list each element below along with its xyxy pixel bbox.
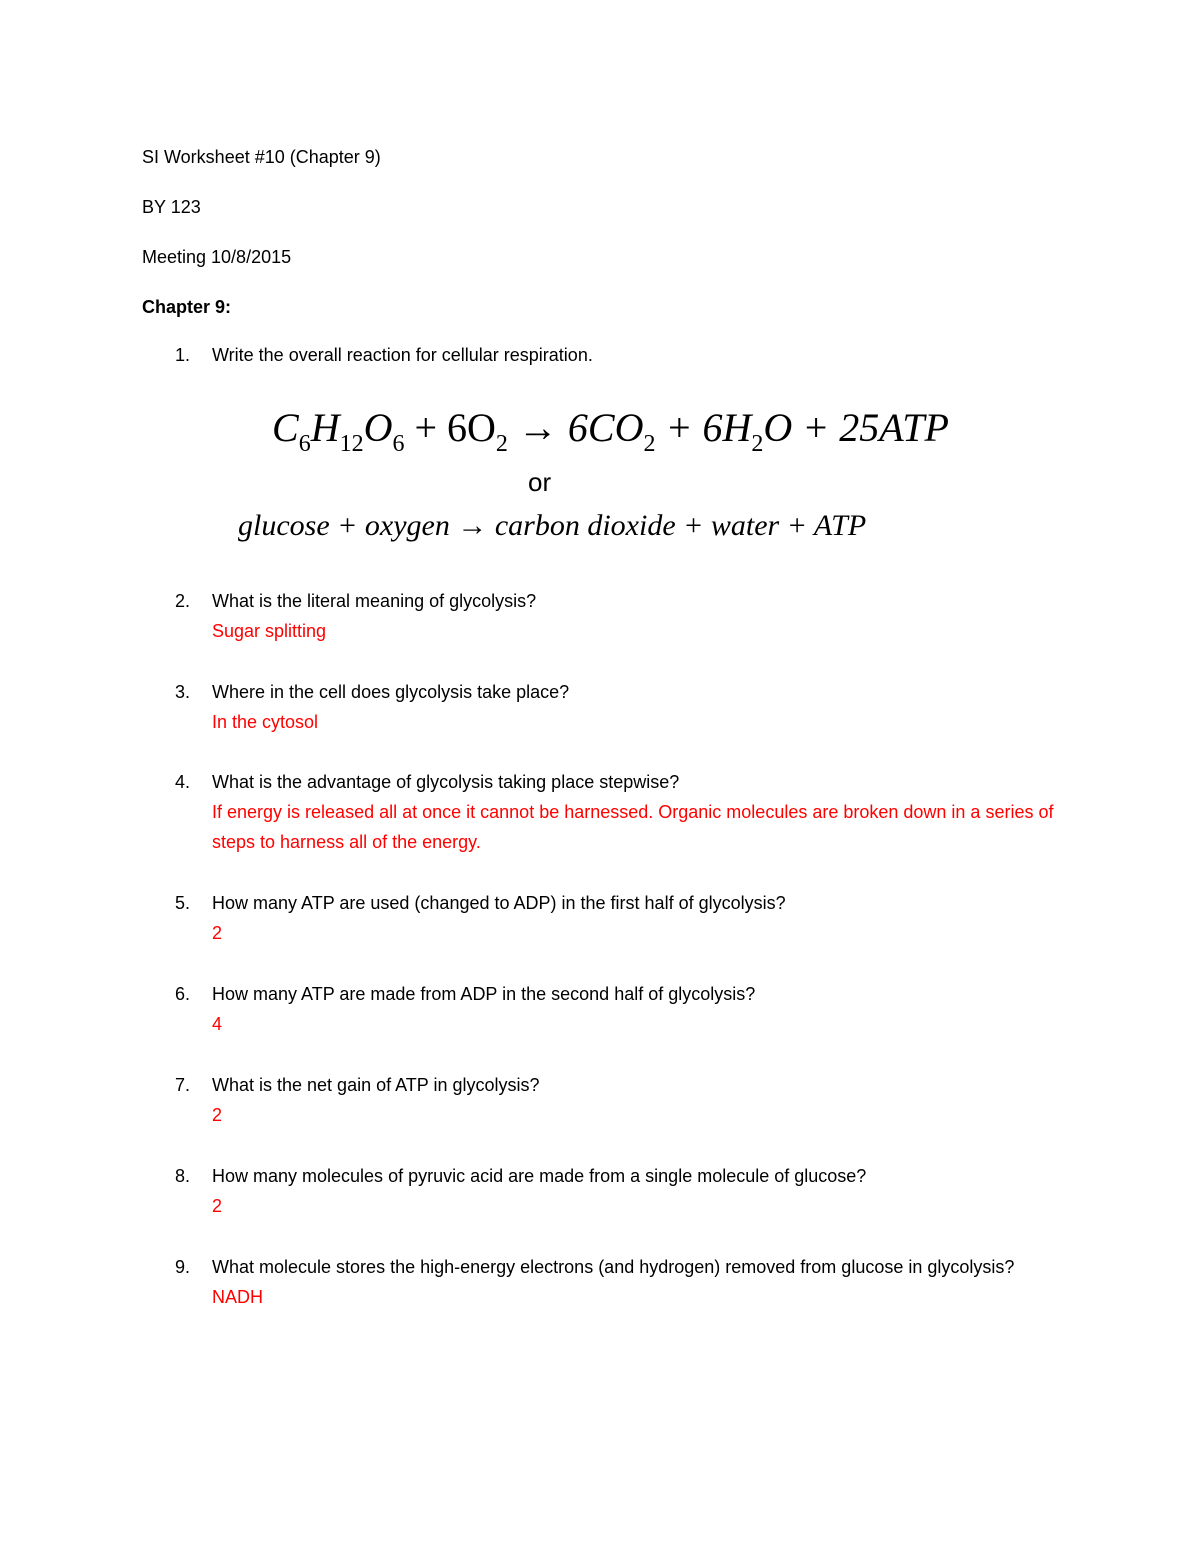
question-text: How many ATP are used (changed to ADP) in the first half of glycolysis? — [212, 893, 786, 913]
question-6 — [175, 979, 1075, 1039]
question-text: Write the overall reaction for cellular respiration. — [212, 345, 593, 365]
question-text: How many ATP are made from ADP in the second half of glycolysis? — [212, 984, 756, 1004]
question-2 — [175, 586, 1075, 646]
question-3 — [175, 677, 1075, 737]
answer-text: Sugar splitting — [212, 621, 327, 641]
question-number: 1. — [175, 345, 191, 365]
question-number: 2. — [175, 591, 191, 611]
answer-text: If energy is released all at once it cannot be harnessed. Organic molecules are broken down in a series of steps to harness all of the energy. — [212, 802, 1054, 852]
question-1 — [175, 340, 1075, 370]
course-code: BY 123 — [142, 197, 201, 217]
answer-text: NADH — [212, 1287, 264, 1307]
meeting-date: Meeting 10/8/2015 — [142, 247, 292, 267]
question-5 — [175, 888, 1075, 948]
question-number: 9. — [175, 1257, 191, 1277]
answer-text: 2 — [212, 1196, 223, 1216]
question-text: What molecule stores the high-energy electrons (and hydrogen) removed from glucose in glycolysis? — [212, 1257, 1015, 1277]
answer-text: In the cytosol — [212, 712, 319, 732]
word-equation: glucose + oxygen → carbon dioxide + water + ATP — [238, 509, 867, 542]
answer-text: 2 — [212, 1105, 223, 1125]
question-8 — [175, 1161, 1075, 1221]
reaction-arrow: → — [507, 405, 568, 450]
chemical-equation: $C_6H_{12}O_6 + 6O_2 \to 6CO_2 + 6H_2O + 25ATP$ — [272, 405, 949, 457]
question-number: 4. — [175, 772, 191, 792]
question-number: 7. — [175, 1075, 191, 1095]
equation-or: or — [528, 467, 552, 497]
question-text: How many molecules of pyruvic acid are made from a single molecule of glucose? — [212, 1166, 867, 1186]
question-text: What is the net gain of ATP in glycolysis? — [212, 1075, 540, 1095]
question-number: 5. — [175, 893, 191, 913]
worksheet-title: SI Worksheet #10 (Chapter 9) — [142, 147, 381, 167]
chapter-heading: Chapter 9: — [142, 297, 232, 317]
answer-text: 4 — [212, 1014, 223, 1034]
question-number: 6. — [175, 984, 191, 1004]
question-7 — [175, 1070, 1075, 1130]
question-number: 8. — [175, 1166, 191, 1186]
question-text: What is the advantage of glycolysis taking place stepwise? — [212, 772, 680, 792]
question-number: 3. — [175, 682, 191, 702]
question-9 — [175, 1252, 1075, 1312]
question-4 — [175, 767, 1075, 857]
answer-text: 2 — [212, 923, 223, 943]
question-text: What is the literal meaning of glycolysis? — [212, 591, 537, 611]
question-text: Where in the cell does glycolysis take place? — [212, 682, 570, 702]
